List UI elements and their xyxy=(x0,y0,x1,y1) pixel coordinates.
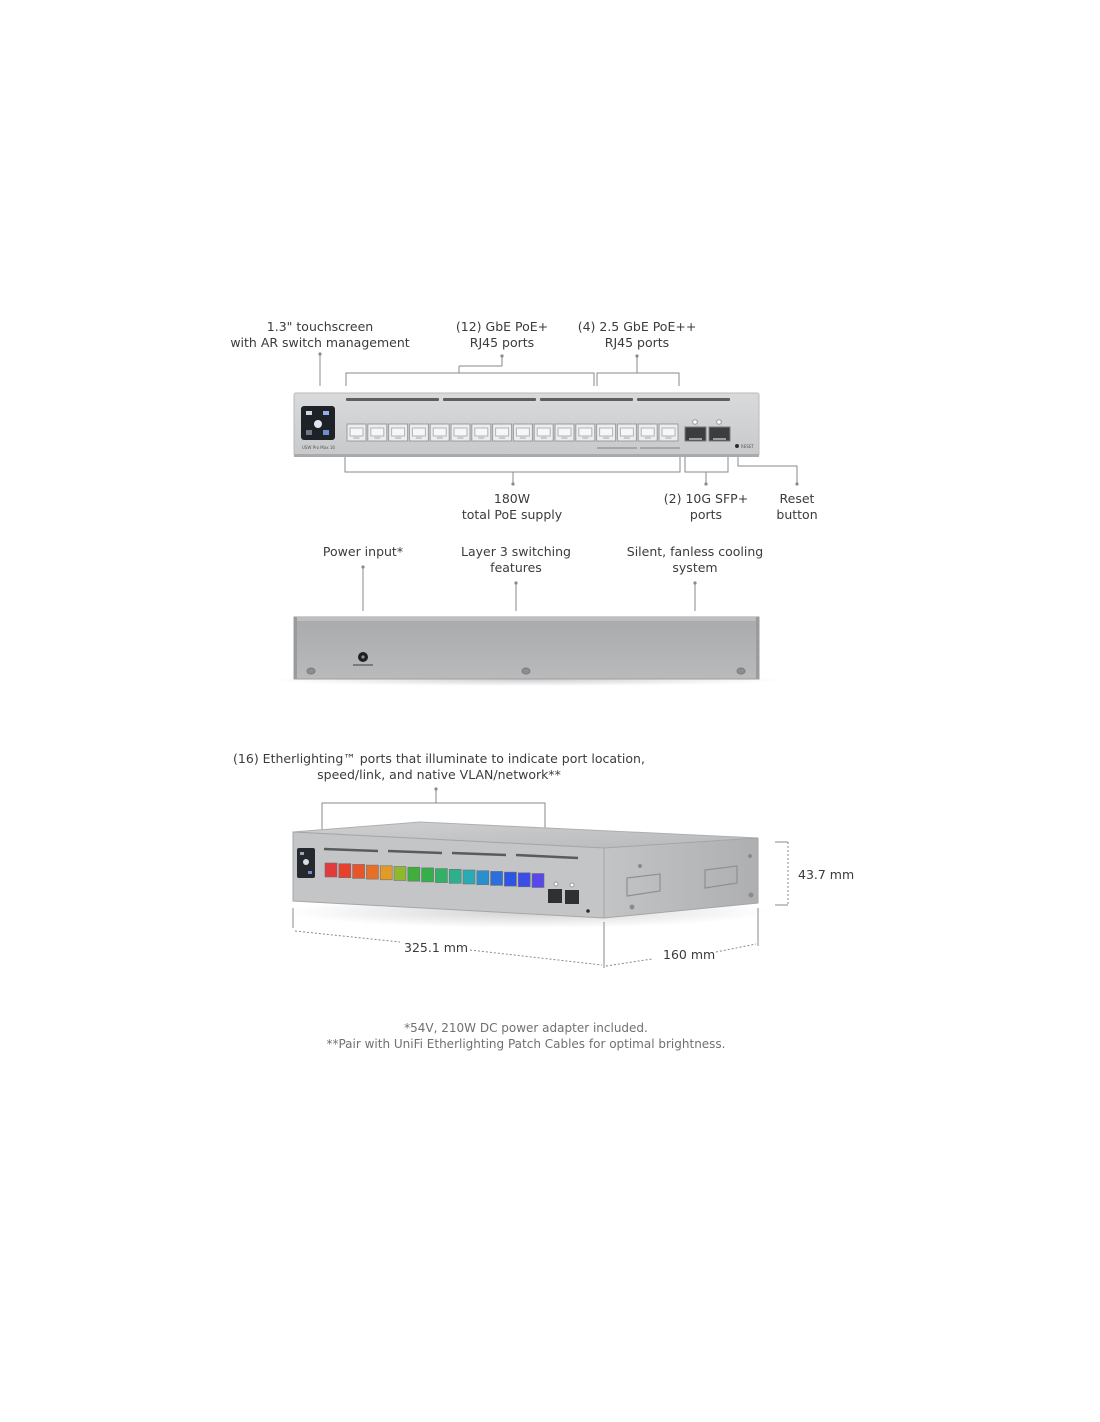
etherlighting-port xyxy=(325,863,337,877)
rj45-port xyxy=(493,424,512,441)
etherlighting-port xyxy=(504,872,516,886)
rj45-port xyxy=(347,424,366,441)
footnote-patch-cables: **Pair with UniFi Etherlighting Patch Cables for optimal brightness. xyxy=(326,1037,726,1051)
label-layer3: Layer 3 switching features xyxy=(461,544,571,575)
label-poe-supply: 180W total PoE supply xyxy=(461,491,563,522)
rj45-port xyxy=(555,424,574,441)
isometric-view xyxy=(290,787,788,968)
rj45-port xyxy=(597,424,616,441)
model-name: USW Pro Max 16 xyxy=(302,445,335,450)
dimension-height: 43.7 mm xyxy=(798,867,855,882)
svg-text:RESET: RESET xyxy=(741,444,754,449)
etherlighting-port xyxy=(491,871,503,885)
etherlighting-port xyxy=(339,864,351,878)
rj45-port xyxy=(472,424,491,441)
rj45-port xyxy=(617,424,636,441)
rj45-port xyxy=(576,424,595,441)
rj45-port xyxy=(409,424,428,441)
etherlighting-port xyxy=(435,869,447,883)
label-cooling: Silent, fanless cooling system xyxy=(626,544,764,575)
etherlighting-port xyxy=(380,866,392,880)
dimension-depth: 160 mm xyxy=(663,947,716,962)
label-25gbe-ports: (4) 2.5 GbE PoE++ RJ45 ports xyxy=(577,319,697,350)
rj45-port xyxy=(659,424,678,441)
etherlighting-port xyxy=(477,871,489,885)
etherlighting-port xyxy=(353,864,365,878)
touchscreen-display xyxy=(301,406,335,440)
footnote-power-adapter: *54V, 210W DC power adapter included. xyxy=(404,1021,648,1035)
rear-view xyxy=(267,565,787,686)
label-etherlighting: (16) Etherlighting™ ports that illuminate to indicate port location, speed/link, and native VLAN/network** xyxy=(233,751,645,782)
label-sfp-ports: (2) 10G SFP+ ports xyxy=(663,491,749,522)
front-view xyxy=(294,352,799,485)
rj45-port xyxy=(534,424,553,441)
etherlighting-port xyxy=(366,865,378,879)
etherlighting-port xyxy=(532,874,544,888)
etherlighting-port xyxy=(394,867,406,881)
label-gbe-ports: (12) GbE PoE+ RJ45 ports xyxy=(455,319,549,350)
etherlighting-port xyxy=(422,868,434,882)
rj45-port xyxy=(638,424,657,441)
etherlighting-port xyxy=(449,869,461,883)
etherlighting-port xyxy=(408,867,420,881)
rj45-port xyxy=(430,424,449,441)
rj45-port xyxy=(513,424,532,441)
etherlighting-port xyxy=(463,870,475,884)
rj45-port xyxy=(451,424,470,441)
etherlighting-port xyxy=(518,873,530,887)
label-touchscreen: 1.3" touchscreen with AR switch management xyxy=(230,319,410,350)
label-power-input: Power input* xyxy=(322,544,404,559)
iso-touchscreen xyxy=(297,848,315,878)
rj45-port xyxy=(368,424,387,441)
rj45-port xyxy=(389,424,408,441)
label-reset-button: Reset button xyxy=(776,491,818,522)
dimension-width: 325.1 mm xyxy=(404,940,469,955)
